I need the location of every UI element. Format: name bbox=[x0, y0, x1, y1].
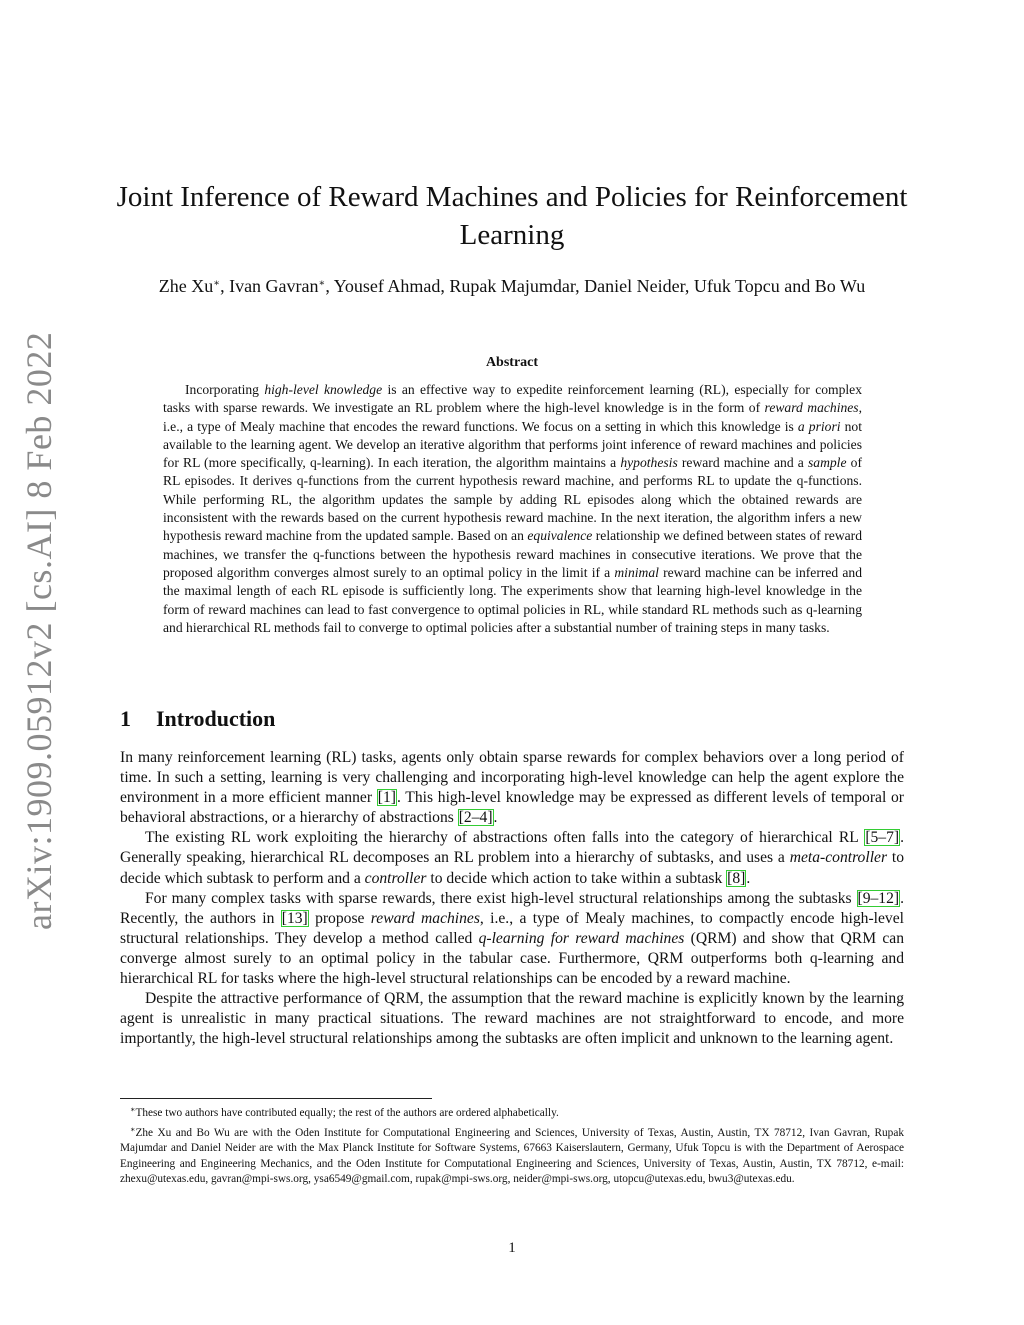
citation-link[interactable]: [1] bbox=[377, 789, 396, 807]
footnote-divider bbox=[120, 1098, 432, 1099]
author-list bbox=[100, 276, 924, 297]
abstract-emphasis: reward machines bbox=[764, 400, 859, 416]
body-paragraph bbox=[120, 989, 904, 1049]
abstract-emphasis: hypothesis bbox=[620, 455, 678, 471]
section-heading bbox=[120, 706, 275, 732]
section-number: 1 bbox=[120, 706, 131, 731]
body-run: to decide which action to take within a subtask bbox=[426, 869, 727, 887]
footnote-text: These two authors have contributed equally; the rest of the authors are ordered alphabetically. bbox=[135, 1107, 559, 1119]
footnotes bbox=[120, 1102, 904, 1188]
body-run: to decide which subtask to perform and a bbox=[120, 849, 904, 887]
abstract-run: reward machine and a bbox=[677, 455, 808, 471]
footnote-mark: ∗ bbox=[130, 1105, 136, 1114]
body-paragraph bbox=[120, 889, 904, 989]
body-run: . bbox=[746, 869, 751, 887]
body-run: (QRM) and show that QRM can converge almost surely to an optimal policy in the tabular case. Furthermore, QRM outperforms both q-learning and hierarchical RL for tasks where the high-level structural relationships can be encoded by a reward machine. bbox=[120, 929, 905, 988]
body-emphasis: meta-controller bbox=[789, 849, 888, 867]
footnote-mark: ∗ bbox=[130, 1124, 136, 1134]
body-run: In many reinforcement learning (RL) tasks, agents only obtain sparse rewards for complex behaviors over a long period of time. In such a setting, learning is very challenging and incorporating high-level knowledge can help the agent explore the environment in a more efficient manner bbox=[120, 749, 904, 807]
abstract-run: of RL episodes. It derives q-functions from the current hypothesis reward machine, and performs RL to update the q-functions. While performing RL, the algorithm updates the sample by adding RL episodes along which the obtained rewards are inconsistent with the rewards based on the current hypothesis reward machine. In the next iteration, the algorithm infers a new hypothesis reward machine from the updated sample. Based on an bbox=[163, 455, 862, 544]
footnote-text: Zhe Xu and Bo Wu are with the Oden Institute for Computational Engineering and Sciences, University of Texas, Austin, Austin, TX 78712, Ivan Gavran, Rupak Majumdar and Daniel Neider are with the Max Planck Institute for Software Systems, 67663 Kaiserslautern, Germany, Ufuk Topcu is with the Department of Aerospace Engineering and Engineering Mechanics, and the Oden Institute for Computational Engineering and Sciences, University of Texas, Austin, Austin, TX 78712, e-mail: zhexu@utexas.edu, gavran@mpi-sws.org, ysa6549@gmail.com, rupak@mpi-sws.org, neider@mpi-sws.org, utopcu@utexas.edu, bwu3@utexas.edu. bbox=[120, 1126, 904, 1186]
citation-link[interactable]: [5–7] bbox=[865, 829, 900, 847]
page-number: 1 bbox=[508, 1240, 516, 1256]
title-line-2: Learning bbox=[459, 219, 565, 251]
abstract-emphasis: sample bbox=[807, 455, 847, 471]
abstract-emphasis: high-level knowledge bbox=[264, 382, 383, 397]
body-run: propose bbox=[308, 909, 371, 927]
abstract-run: , i.e., a type of Mealy machine that encodes the reward functions. We focus on a setting in which this knowledge is bbox=[163, 400, 862, 434]
abstract-run: is an effective way to expedite reinforcement learning (RL), especially for complex tasks with sparse rewards. We investigate an RL problem where the high-level knowledge is in the form of bbox=[163, 382, 862, 416]
body-emphasis: reward machines bbox=[370, 909, 480, 927]
abstract-emphasis: equivalence bbox=[527, 528, 593, 544]
author-name: Yousef Ahmad, Rupak Majumdar, Daniel Neider, Ufuk Topcu and Bo Wu bbox=[333, 276, 866, 296]
abstract-text bbox=[163, 381, 862, 637]
footnote bbox=[120, 1102, 904, 1122]
body-run: The existing RL work exploiting the hierarchy of abstractions often falls into the category of hierarchical RL bbox=[145, 829, 865, 847]
body-emphasis: controller bbox=[364, 869, 427, 887]
body-run: . Generally speaking, hierarchical RL decomposes an RL problem into a hierarchy of subtasks, and uses a bbox=[120, 829, 904, 867]
abstract-emphasis: a priori bbox=[797, 418, 841, 434]
body-paragraph bbox=[120, 748, 904, 828]
abstract-run: Incorporating bbox=[185, 382, 265, 397]
abstract-heading: Abstract bbox=[485, 355, 539, 370]
body-run: For many complex tasks with sparse rewards, there exist high-level structural relationships among the subtasks bbox=[145, 889, 857, 907]
body-paragraph bbox=[120, 828, 904, 888]
title-line-1: Joint Inference of Reward Machines and Policies for Reinforcement bbox=[116, 181, 908, 213]
citation-link[interactable]: [9–12] bbox=[857, 889, 900, 907]
footnote bbox=[120, 1122, 904, 1188]
citation-link[interactable]: [2–4] bbox=[458, 809, 493, 827]
paper-title bbox=[100, 178, 924, 254]
author-separator: , bbox=[325, 276, 334, 296]
section-title: Introduction bbox=[156, 706, 276, 731]
abstract-run: relationship we defined between states of reward machines, we transfer the q-functions between the hypothesis reward machines in consecutive iterations. We prove that the proposed algorithm converges almost surely to an optimal policy in the limit if a bbox=[163, 528, 862, 580]
body-run: , i.e., a type of Mealy machines, to compactly encode high-level structural relationships. They develop a method called bbox=[120, 909, 904, 947]
author-footnote-mark[interactable]: ∗ bbox=[318, 278, 326, 289]
author-name: Ivan Gavran bbox=[229, 276, 319, 296]
body-run: . bbox=[493, 809, 498, 827]
author-footnote-mark[interactable]: ∗ bbox=[213, 278, 221, 289]
abstract-run: reward machine can be inferred and the maximal length of each RL episode is sufficiently long. The experiments show that learning high-level knowledge in the form of reward machines can lead to fast convergence to optimal policies in RL, while standard RL methods such as q-learning and hierarchical RL methods fail to converge to optimal policies after a substantial number of training steps in many tasks. bbox=[163, 564, 862, 635]
citation-link[interactable]: [13] bbox=[281, 909, 308, 927]
author-name: Zhe Xu bbox=[158, 276, 214, 296]
author-separator: , bbox=[220, 276, 230, 296]
abstract-emphasis: minimal bbox=[614, 564, 659, 580]
body-run: . This high-level knowledge may be expressed as different levels of temporal or behavioral abstractions, or a hierarchy of abstractions bbox=[120, 789, 905, 827]
body-emphasis: q-learning for reward machines bbox=[478, 929, 685, 947]
body-run: Despite the attractive performance of QRM, the assumption that the reward machine is explicitly known by the learning agent is unrealistic in many practical situations. The reward machines are not straightforward to encode, and more importantly, the high-level structural relationships among the subtasks are often implicit and unknown to the learning agent. bbox=[120, 990, 904, 1048]
abstract-run: not available to the learning agent. We develop an iterative algorithm that performs joint inference of reward machines and policies for RL (more specifically, q-learning). In each iteration, the algorithm maintains a bbox=[163, 418, 862, 471]
section-body bbox=[120, 748, 904, 1049]
body-run: . Recently, the authors in bbox=[120, 889, 904, 927]
arxiv-identifier: arXiv:1909.05912v2 [cs.AI] 8 Feb 2022 bbox=[19, 331, 59, 930]
citation-link[interactable]: [8] bbox=[727, 869, 746, 887]
